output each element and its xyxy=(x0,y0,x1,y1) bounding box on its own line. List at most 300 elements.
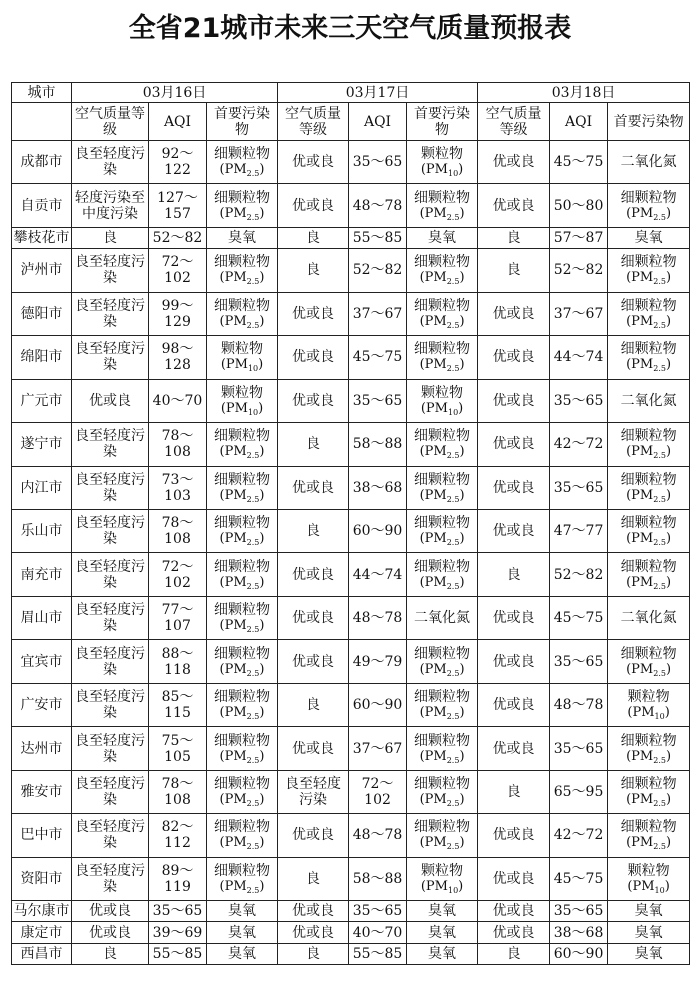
pollutant-cell xyxy=(407,141,478,184)
pollutant-cell xyxy=(608,857,690,900)
aqi-cell: 35～65 xyxy=(149,901,207,922)
pollutant-cell xyxy=(608,770,690,813)
pollutant-cell: 二氧化氮 xyxy=(608,379,690,422)
city-column-header: 城市 xyxy=(12,83,72,103)
pollutant-name: 颗粒物 xyxy=(421,384,464,401)
pollutant-name: 细颗粒物 xyxy=(620,254,677,271)
pollutant-cell xyxy=(608,683,690,726)
pollutant-formula: $(PM_{2.5})$ xyxy=(419,357,465,374)
city-cell: 德阳市 xyxy=(12,292,72,335)
level-cell: 优或良 xyxy=(478,901,550,922)
level-cell: 优或良 xyxy=(478,141,550,184)
table-row xyxy=(12,770,690,813)
pollutant-formula: $(PM_{2.5})$ xyxy=(419,835,465,852)
pollutant-cell xyxy=(207,727,278,770)
pollutant-formula: $(PM_{2.5})$ xyxy=(626,357,672,374)
city-cell: 西昌市 xyxy=(12,943,72,964)
pollutant-cell xyxy=(207,596,278,639)
pollutant-cell: 臭氧 xyxy=(207,943,278,964)
pollutant-formula: $(PM_{10})$ xyxy=(627,878,670,895)
pollutant-cell xyxy=(207,509,278,552)
pollutant-name: 细颗粒物 xyxy=(214,689,271,706)
level-cell: 优或良 xyxy=(278,596,349,639)
pollutant-formula: $(PM_{2.5})$ xyxy=(419,444,465,461)
aqi-cell: 35～65 xyxy=(550,640,608,683)
table-row xyxy=(12,857,690,900)
aqi-cell: 127～157 xyxy=(149,184,207,227)
level-cell: 优或良 xyxy=(278,379,349,422)
city-cell: 成都市 xyxy=(12,141,72,184)
level-cell: 轻度污染至中度污染 xyxy=(72,184,149,227)
pollutant-name: 细颗粒物 xyxy=(214,515,271,532)
aqi-header-day1: AQI xyxy=(149,103,207,141)
pollutant-cell xyxy=(407,379,478,422)
pollutant-formula: $(PM_{2.5})$ xyxy=(626,313,672,330)
level-cell: 优或良 xyxy=(478,596,550,639)
level-cell: 良至轻度污染 xyxy=(72,423,149,466)
aqi-cell: 49～79 xyxy=(349,640,407,683)
level-cell: 优或良 xyxy=(478,922,550,943)
city-subheader-blank xyxy=(12,103,72,141)
aqi-cell: 60～90 xyxy=(349,683,407,726)
aqi-cell: 78～108 xyxy=(149,509,207,552)
level-cell: 优或良 xyxy=(478,423,550,466)
aqi-cell: 37～67 xyxy=(349,292,407,335)
pollutant-formula: $(PM_{2.5})$ xyxy=(419,270,465,287)
table-row xyxy=(12,466,690,509)
aqi-cell: 55～85 xyxy=(349,227,407,248)
pollutant-formula: $(PM_{2.5})$ xyxy=(626,205,672,222)
pollutant-name: 细颗粒物 xyxy=(214,602,271,619)
pollutant-cell: 臭氧 xyxy=(207,901,278,922)
pollutant-name: 细颗粒物 xyxy=(214,776,271,793)
pollutant-formula: $(PM_{2.5})$ xyxy=(419,661,465,678)
aqi-cell: 55～85 xyxy=(149,943,207,964)
pollutant-name: 细颗粒物 xyxy=(620,732,677,749)
aqi-cell: 73～103 xyxy=(149,466,207,509)
pollutant-formula: $(PM_{2.5})$ xyxy=(219,574,265,591)
pollutant-formula: $(PM_{2.5})$ xyxy=(419,574,465,591)
level-cell: 良至轻度污染 xyxy=(72,727,149,770)
pollutant-header-day2: 首要污染物 xyxy=(407,103,478,141)
city-cell: 巴中市 xyxy=(12,814,72,857)
pollutant-name: 细颗粒物 xyxy=(620,428,677,445)
pollutant-formula: $(PM_{2.5})$ xyxy=(626,792,672,809)
pollutant-name: 细颗粒物 xyxy=(214,189,271,206)
aqi-cell: 44～74 xyxy=(349,553,407,596)
pollutant-formula: $(PM_{2.5})$ xyxy=(219,162,265,179)
level-cell: 良 xyxy=(478,770,550,813)
level-cell: 良至轻度污染 xyxy=(72,553,149,596)
pollutant-formula: $(PM_{2.5})$ xyxy=(219,792,265,809)
city-cell: 雅安市 xyxy=(12,770,72,813)
level-cell: 优或良 xyxy=(72,379,149,422)
pollutant-cell xyxy=(207,640,278,683)
aqi-cell: 85～115 xyxy=(149,683,207,726)
pollutant-cell xyxy=(608,249,690,292)
pollutant-formula: $(PM_{2.5})$ xyxy=(626,270,672,287)
pollutant-name: 细颗粒物 xyxy=(214,297,271,314)
table-row xyxy=(12,227,690,248)
pollutant-formula: $(PM_{2.5})$ xyxy=(219,313,265,330)
air-quality-forecast-table xyxy=(11,82,690,965)
table-row xyxy=(12,901,690,922)
pollutant-cell: 臭氧 xyxy=(207,227,278,248)
pollutant-name: 细颗粒物 xyxy=(214,819,271,836)
table-row xyxy=(12,683,690,726)
level-cell: 良至轻度污染 xyxy=(72,292,149,335)
pollutant-name: 颗粒物 xyxy=(421,862,464,879)
aqi-cell: 45～75 xyxy=(550,596,608,639)
table-row xyxy=(12,596,690,639)
aqi-cell: 57～87 xyxy=(550,227,608,248)
pollutant-name: 细颗粒物 xyxy=(414,471,471,488)
pollutant-cell: 臭氧 xyxy=(608,922,690,943)
table-row xyxy=(12,379,690,422)
aqi-header-day2: AQI xyxy=(349,103,407,141)
level-cell: 优或良 xyxy=(478,379,550,422)
pollutant-name: 颗粒物 xyxy=(221,341,264,358)
table-row xyxy=(12,184,690,227)
aqi-cell: 92～122 xyxy=(149,141,207,184)
aqi-cell: 60～90 xyxy=(349,509,407,552)
city-cell: 眉山市 xyxy=(12,596,72,639)
pollutant-cell xyxy=(407,553,478,596)
pollutant-name: 细颗粒物 xyxy=(214,645,271,662)
pollutant-name: 细颗粒物 xyxy=(620,515,677,532)
pollutant-cell xyxy=(207,336,278,379)
city-cell: 乐山市 xyxy=(12,509,72,552)
pollutant-header-day3: 首要污染物 xyxy=(608,103,690,141)
aqi-cell: 50～80 xyxy=(550,184,608,227)
city-cell: 自贡市 xyxy=(12,184,72,227)
level-cell: 良至轻度污染 xyxy=(72,814,149,857)
city-cell: 攀枝花市 xyxy=(12,227,72,248)
aqi-cell: 40～70 xyxy=(149,379,207,422)
aqi-cell: 39～69 xyxy=(149,922,207,943)
pollutant-cell xyxy=(407,509,478,552)
pollutant-cell xyxy=(608,184,690,227)
level-cell: 优或良 xyxy=(478,640,550,683)
pollutant-name: 细颗粒物 xyxy=(620,341,677,358)
pollutant-cell: 臭氧 xyxy=(407,943,478,964)
pollutant-cell: 臭氧 xyxy=(608,901,690,922)
sub-header-row xyxy=(12,103,690,141)
pollutant-cell xyxy=(407,466,478,509)
level-cell: 良 xyxy=(72,943,149,964)
aqi-cell: 55～85 xyxy=(349,943,407,964)
pollutant-name: 细颗粒物 xyxy=(414,341,471,358)
aqi-cell: 40～70 xyxy=(349,922,407,943)
level-cell: 优或良 xyxy=(278,727,349,770)
level-cell: 优或良 xyxy=(72,901,149,922)
aqi-cell: 58～88 xyxy=(349,423,407,466)
pollutant-formula: $(PM_{2.5})$ xyxy=(219,705,265,722)
pollutant-cell xyxy=(207,379,278,422)
table-row xyxy=(12,922,690,943)
pollutant-name: 颗粒物 xyxy=(627,862,670,879)
pollutant-cell xyxy=(608,727,690,770)
date-header-day1: 03月16日 xyxy=(72,83,278,103)
pollutant-name: 细颗粒物 xyxy=(620,297,677,314)
pollutant-name: 细颗粒物 xyxy=(620,645,677,662)
pollutant-cell xyxy=(608,336,690,379)
level-cell: 优或良 xyxy=(478,509,550,552)
pollutant-cell xyxy=(608,423,690,466)
level-cell: 良至轻度污染 xyxy=(72,336,149,379)
table-row xyxy=(12,509,690,552)
table-row xyxy=(12,336,690,379)
level-cell: 优或良 xyxy=(478,466,550,509)
level-cell: 良 xyxy=(478,249,550,292)
pollutant-formula: $(PM_{10})$ xyxy=(627,705,670,722)
level-cell: 优或良 xyxy=(278,466,349,509)
pollutant-name: 细颗粒物 xyxy=(214,254,271,271)
aqi-cell: 99～129 xyxy=(149,292,207,335)
aqi-cell: 52～82 xyxy=(550,249,608,292)
pollutant-formula: $(PM_{10})$ xyxy=(420,162,464,179)
pollutant-cell xyxy=(207,141,278,184)
pollutant-cell: 臭氧 xyxy=(207,922,278,943)
pollutant-formula: $(PM_{2.5})$ xyxy=(626,748,672,765)
table-row xyxy=(12,814,690,857)
pollutant-cell xyxy=(608,814,690,857)
pollutant-name: 细颗粒物 xyxy=(414,428,471,445)
aqi-cell: 35～65 xyxy=(550,379,608,422)
level-cell: 优或良 xyxy=(72,922,149,943)
level-cell: 良至轻度污染 xyxy=(72,683,149,726)
level-cell: 良 xyxy=(278,943,349,964)
aqi-cell: 47～77 xyxy=(550,509,608,552)
pollutant-cell xyxy=(608,509,690,552)
aqi-header-day3: AQI xyxy=(550,103,608,141)
pollutant-name: 细颗粒物 xyxy=(414,645,471,662)
level-cell: 良 xyxy=(278,683,349,726)
pollutant-cell xyxy=(207,249,278,292)
pollutant-cell xyxy=(407,292,478,335)
pollutant-name: 细颗粒物 xyxy=(620,558,677,575)
pollutant-cell xyxy=(407,640,478,683)
level-cell: 优或良 xyxy=(278,141,349,184)
aqi-cell: 48～78 xyxy=(349,814,407,857)
date-header-row xyxy=(12,83,690,103)
date-header-day3: 03月18日 xyxy=(478,83,690,103)
pollutant-cell xyxy=(407,857,478,900)
pollutant-cell xyxy=(207,466,278,509)
pollutant-formula: $(PM_{2.5})$ xyxy=(419,487,465,504)
pollutant-name: 细颗粒物 xyxy=(214,146,271,163)
aqi-cell: 82～112 xyxy=(149,814,207,857)
pollutant-formula: $(PM_{2.5})$ xyxy=(626,444,672,461)
city-cell: 康定市 xyxy=(12,922,72,943)
level-header-day3: 空气质量等级 xyxy=(478,103,550,141)
aqi-cell: 48～78 xyxy=(349,596,407,639)
level-cell: 良 xyxy=(278,227,349,248)
pollutant-cell xyxy=(407,423,478,466)
level-cell: 优或良 xyxy=(478,814,550,857)
aqi-cell: 35～65 xyxy=(550,466,608,509)
aqi-cell: 42～72 xyxy=(550,814,608,857)
pollutant-cell xyxy=(608,466,690,509)
date-header-day2: 03月17日 xyxy=(278,83,478,103)
pollutant-cell xyxy=(207,423,278,466)
level-cell: 优或良 xyxy=(278,184,349,227)
pollutant-name: 细颗粒物 xyxy=(620,776,677,793)
pollutant-cell xyxy=(407,683,478,726)
aqi-cell: 48～78 xyxy=(349,184,407,227)
pollutant-name: 细颗粒物 xyxy=(214,471,271,488)
aqi-cell: 72～102 xyxy=(149,553,207,596)
table-row xyxy=(12,727,690,770)
pollutant-formula: $(PM_{10})$ xyxy=(220,400,264,417)
pollutant-name: 细颗粒物 xyxy=(414,819,471,836)
pollutant-name: 细颗粒物 xyxy=(620,819,677,836)
pollutant-formula: $(PM_{2.5})$ xyxy=(219,878,265,895)
aqi-cell: 48～78 xyxy=(550,683,608,726)
pollutant-name: 细颗粒物 xyxy=(414,776,471,793)
aqi-cell: 72～102 xyxy=(149,249,207,292)
level-cell: 良至轻度污染 xyxy=(72,857,149,900)
pollutant-name: 细颗粒物 xyxy=(414,254,471,271)
pollutant-cell: 二氧化氮 xyxy=(608,141,690,184)
level-cell: 优或良 xyxy=(478,857,550,900)
city-cell: 宜宾市 xyxy=(12,640,72,683)
table-row xyxy=(12,423,690,466)
pollutant-cell: 二氧化氮 xyxy=(407,596,478,639)
level-cell: 优或良 xyxy=(478,292,550,335)
pollutant-cell xyxy=(407,184,478,227)
city-cell: 内江市 xyxy=(12,466,72,509)
level-cell: 优或良 xyxy=(478,727,550,770)
level-cell: 优或良 xyxy=(478,336,550,379)
aqi-cell: 38～68 xyxy=(550,922,608,943)
aqi-cell: 75～105 xyxy=(149,727,207,770)
pollutant-cell xyxy=(407,727,478,770)
pollutant-name: 细颗粒物 xyxy=(414,189,471,206)
level-cell: 良 xyxy=(478,553,550,596)
pollutant-cell xyxy=(207,292,278,335)
city-cell: 绵阳市 xyxy=(12,336,72,379)
pollutant-cell: 臭氧 xyxy=(608,943,690,964)
pollutant-formula: $(PM_{2.5})$ xyxy=(419,531,465,548)
level-cell: 良至轻度污染 xyxy=(278,770,349,813)
pollutant-name: 细颗粒物 xyxy=(214,862,271,879)
level-cell: 良 xyxy=(278,423,349,466)
table-row xyxy=(12,943,690,964)
aqi-cell: 88～118 xyxy=(149,640,207,683)
pollutant-cell xyxy=(207,814,278,857)
pollutant-formula: $(PM_{2.5})$ xyxy=(219,205,265,222)
level-cell: 良至轻度污染 xyxy=(72,770,149,813)
pollutant-formula: $(PM_{2.5})$ xyxy=(626,487,672,504)
pollutant-cell: 臭氧 xyxy=(608,227,690,248)
aqi-cell: 45～75 xyxy=(550,857,608,900)
table-row xyxy=(12,249,690,292)
aqi-cell: 98～128 xyxy=(149,336,207,379)
level-cell: 良 xyxy=(72,227,149,248)
aqi-cell: 35～65 xyxy=(550,901,608,922)
level-cell: 优或良 xyxy=(278,901,349,922)
level-cell: 优或良 xyxy=(278,640,349,683)
level-cell: 良 xyxy=(278,857,349,900)
city-cell: 泸州市 xyxy=(12,249,72,292)
aqi-cell: 78～108 xyxy=(149,423,207,466)
level-cell: 优或良 xyxy=(278,292,349,335)
level-cell: 优或良 xyxy=(278,922,349,943)
level-cell: 良至轻度污染 xyxy=(72,249,149,292)
pollutant-name: 细颗粒物 xyxy=(414,515,471,532)
table-row xyxy=(12,553,690,596)
pollutant-name: 细颗粒物 xyxy=(414,558,471,575)
pollutant-formula: $(PM_{2.5})$ xyxy=(626,661,672,678)
page-title: 全省21城市未来三天空气质量预报表 xyxy=(128,13,572,44)
pollutant-formula: $(PM_{10})$ xyxy=(220,357,264,374)
pollutant-cell: 臭氧 xyxy=(407,922,478,943)
pollutant-name: 细颗粒物 xyxy=(620,189,677,206)
pollutant-cell xyxy=(207,857,278,900)
aqi-cell: 72～102 xyxy=(349,770,407,813)
aqi-cell: 89～119 xyxy=(149,857,207,900)
pollutant-formula: $(PM_{2.5})$ xyxy=(419,205,465,222)
pollutant-header-day1: 首要污染物 xyxy=(207,103,278,141)
table-row xyxy=(12,292,690,335)
aqi-cell: 52～82 xyxy=(550,553,608,596)
aqi-cell: 38～68 xyxy=(349,466,407,509)
pollutant-cell xyxy=(207,184,278,227)
city-cell: 达州市 xyxy=(12,727,72,770)
aqi-cell: 58～88 xyxy=(349,857,407,900)
pollutant-name: 细颗粒物 xyxy=(414,732,471,749)
level-cell: 良至轻度污染 xyxy=(72,596,149,639)
level-header-day2: 空气质量等级 xyxy=(278,103,349,141)
aqi-cell: 45～75 xyxy=(550,141,608,184)
city-cell: 广安市 xyxy=(12,683,72,726)
table-row xyxy=(12,141,690,184)
pollutant-formula: $(PM_{2.5})$ xyxy=(219,618,265,635)
pollutant-name: 细颗粒物 xyxy=(414,297,471,314)
pollutant-name: 细颗粒物 xyxy=(214,558,271,575)
pollutant-cell xyxy=(407,814,478,857)
pollutant-cell: 二氧化氮 xyxy=(608,596,690,639)
pollutant-formula: $(PM_{2.5})$ xyxy=(219,661,265,678)
forecast-rows xyxy=(12,141,690,965)
pollutant-name: 颗粒物 xyxy=(421,146,464,163)
aqi-cell: 60～90 xyxy=(550,943,608,964)
pollutant-formula: $(PM_{2.5})$ xyxy=(419,705,465,722)
level-cell: 优或良 xyxy=(478,683,550,726)
pollutant-formula: $(PM_{10})$ xyxy=(420,400,464,417)
pollutant-formula: $(PM_{2.5})$ xyxy=(219,531,265,548)
pollutant-name: 颗粒物 xyxy=(221,384,264,401)
level-cell: 良 xyxy=(478,943,550,964)
aqi-cell: 37～67 xyxy=(349,727,407,770)
city-cell: 资阳市 xyxy=(12,857,72,900)
city-cell: 广元市 xyxy=(12,379,72,422)
aqi-cell: 78～108 xyxy=(149,770,207,813)
pollutant-formula: $(PM_{2.5})$ xyxy=(219,487,265,504)
aqi-cell: 52～82 xyxy=(349,249,407,292)
pollutant-formula: $(PM_{2.5})$ xyxy=(626,574,672,591)
city-cell: 南充市 xyxy=(12,553,72,596)
level-header-day1: 空气质量等级 xyxy=(72,103,149,141)
aqi-cell: 77～107 xyxy=(149,596,207,639)
level-cell: 优或良 xyxy=(278,336,349,379)
pollutant-cell xyxy=(407,249,478,292)
aqi-cell: 42～72 xyxy=(550,423,608,466)
pollutant-formula: $(PM_{2.5})$ xyxy=(219,270,265,287)
pollutant-name: 细颗粒物 xyxy=(620,471,677,488)
pollutant-name: 细颗粒物 xyxy=(214,428,271,445)
